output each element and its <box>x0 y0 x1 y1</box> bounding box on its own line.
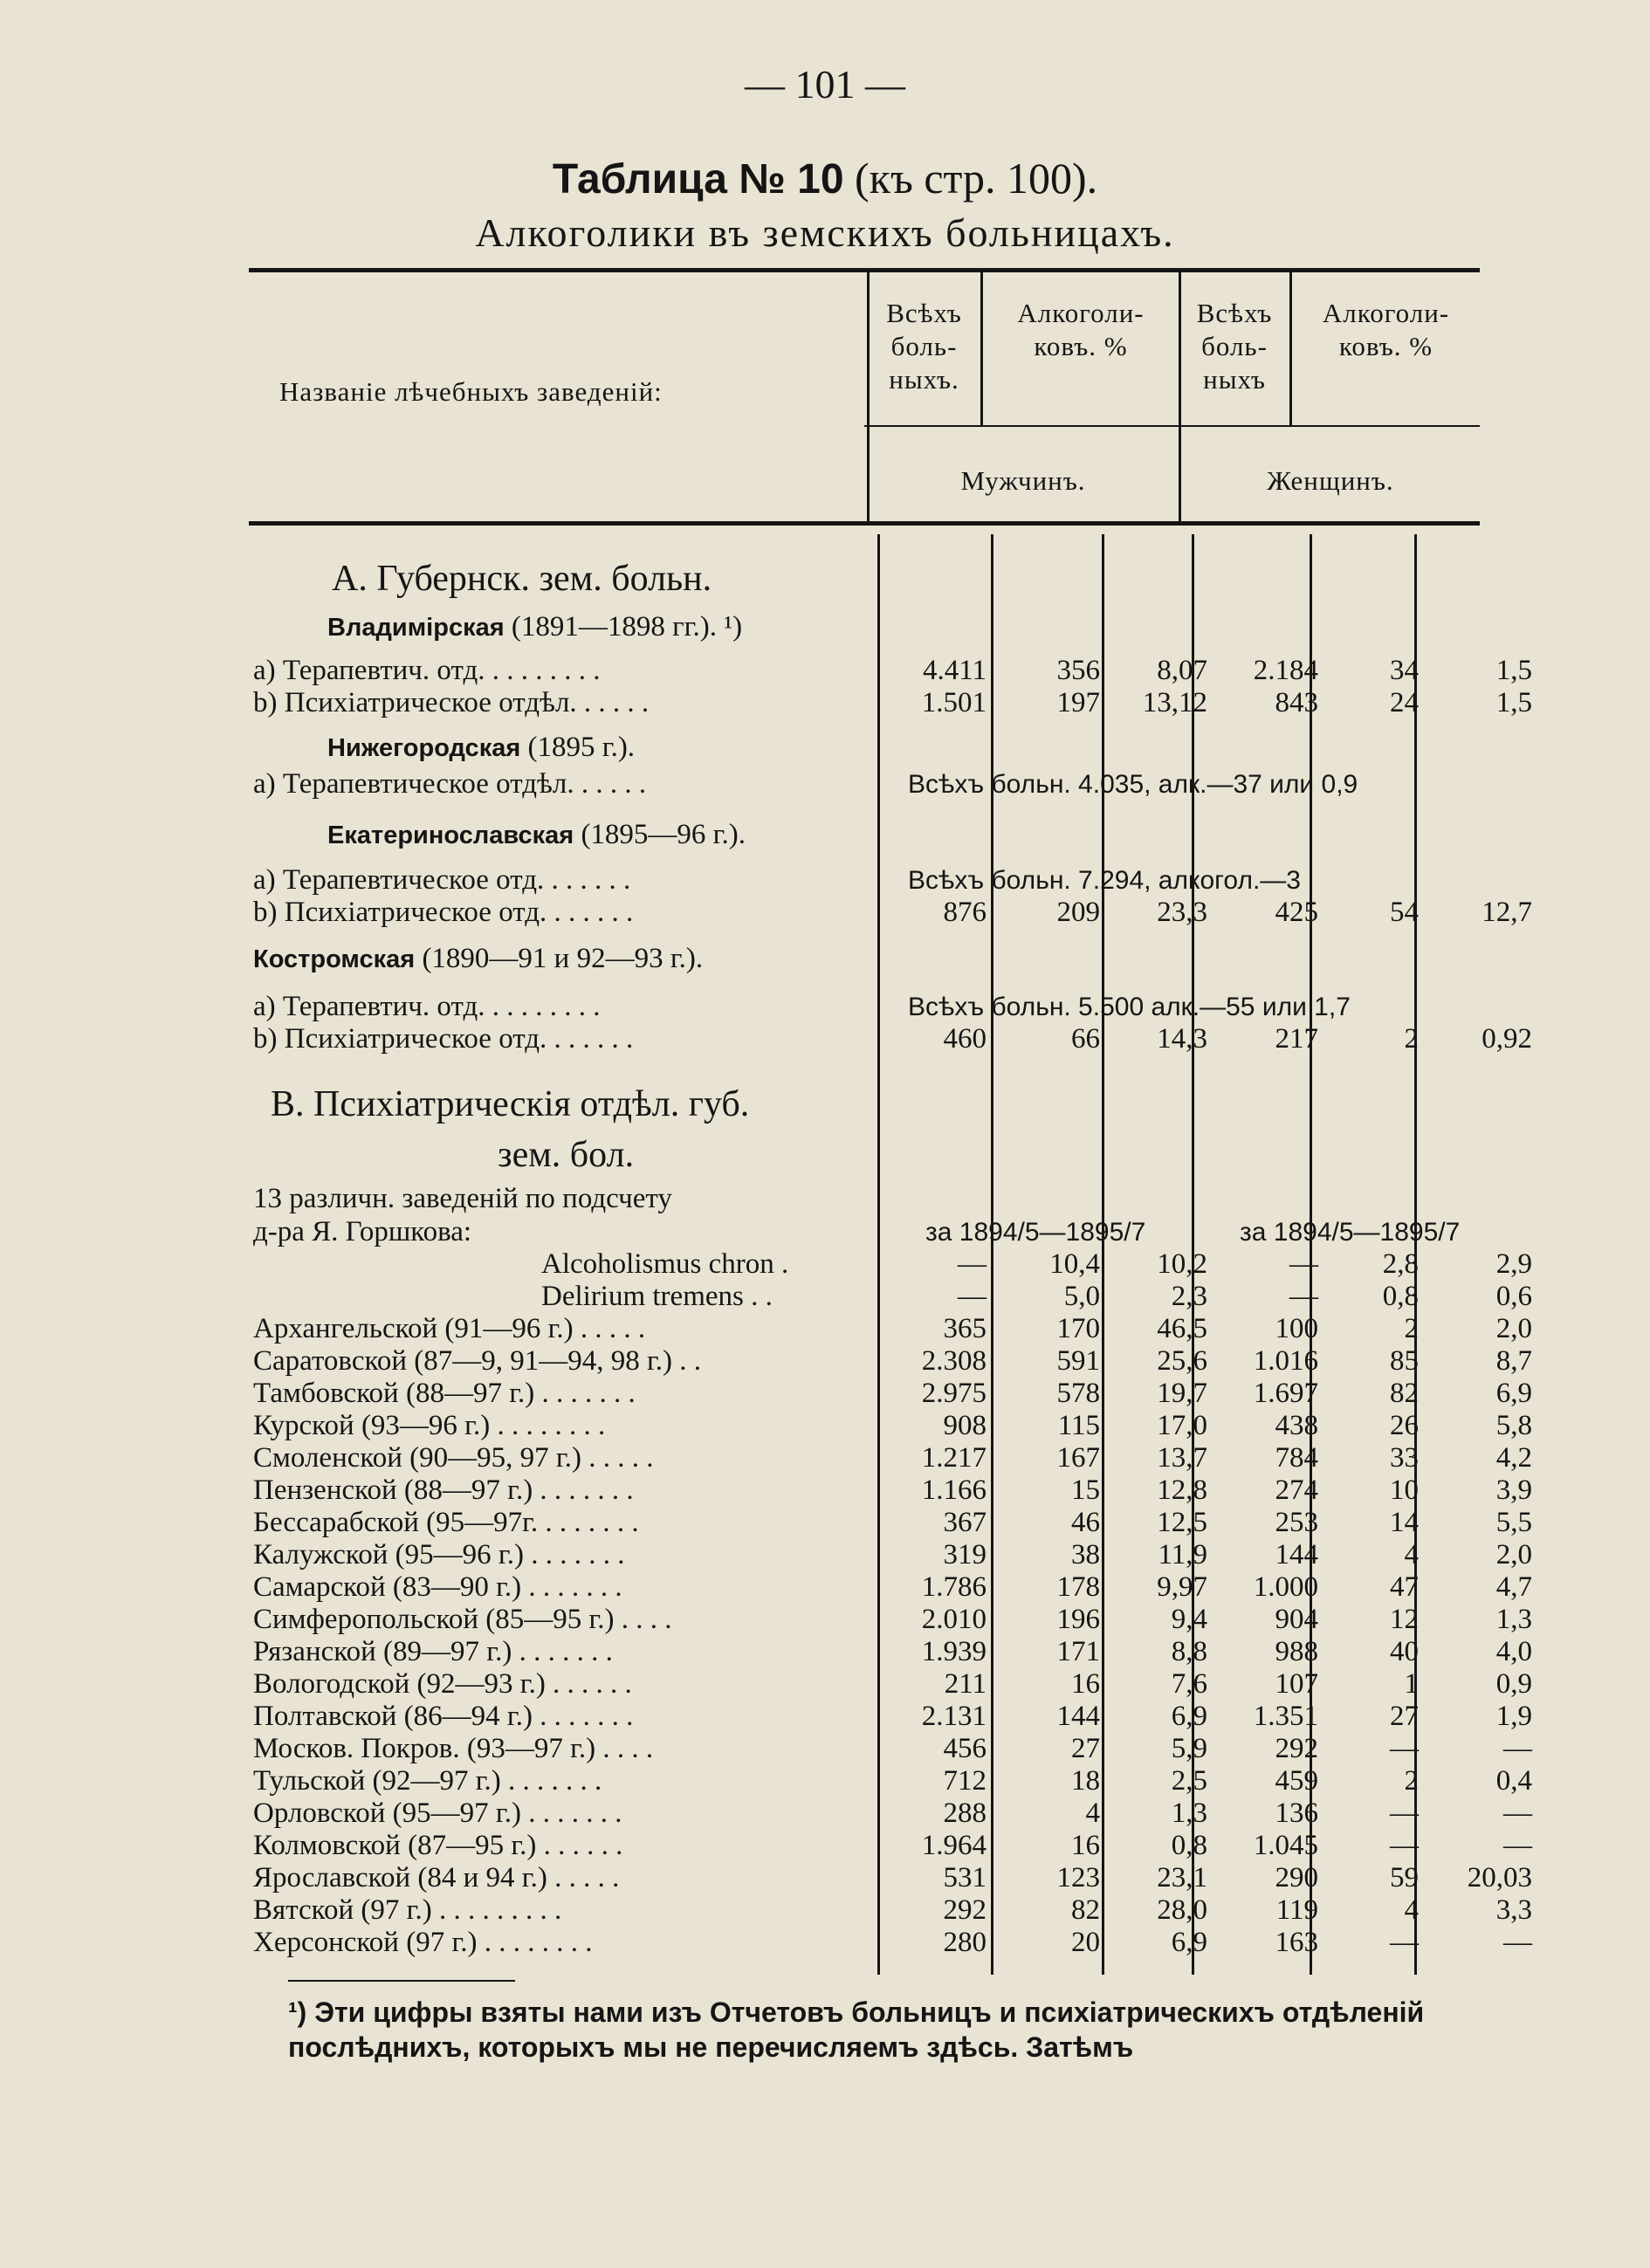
cell-alc-men: 27 <box>1071 1733 1100 1764</box>
cell-alc-men: 144 <box>1056 1701 1100 1732</box>
row-label <box>541 1281 773 1313</box>
cell-pct-women: 1,5 <box>1495 655 1532 686</box>
row-label-text: a) Терапевтическое отдѣл. . . . . . <box>253 768 647 800</box>
cell-all-women: 217 <box>1275 1023 1318 1055</box>
cell-pct-women: 5,8 <box>1495 1410 1532 1441</box>
cell-pct-men: 2,5 <box>1171 1765 1207 1797</box>
cell-alc-men: 178 <box>1056 1571 1100 1603</box>
cell-alc-men: 123 <box>1056 1862 1100 1893</box>
cell-alc-women: 1 <box>1404 1668 1419 1700</box>
cell-alc-men: 356 <box>1056 655 1100 686</box>
table-row <box>253 897 1537 929</box>
row-label <box>253 1442 653 1474</box>
subheader-rule <box>864 425 1480 427</box>
cell-all-women: 292 <box>1275 1733 1318 1764</box>
cell-alc-men: 38 <box>1071 1539 1100 1570</box>
table-row <box>253 1668 1537 1701</box>
cell-all-women: 2.184 <box>1253 655 1318 686</box>
row-label <box>253 1183 672 1215</box>
cell-all-men: 460 <box>943 1023 987 1055</box>
cell-all-men: 908 <box>943 1410 987 1441</box>
row-label-text: Тульской (92—97 г.) . . . . . . . <box>253 1765 602 1797</box>
header-men: Мужчинъ. <box>960 465 1086 496</box>
row-label <box>253 1765 602 1797</box>
cell-alc-women: 2 <box>1404 1313 1419 1344</box>
table-row <box>253 732 1537 764</box>
cell-all-men: 456 <box>943 1733 987 1764</box>
cell-pct-women: 3,3 <box>1495 1894 1532 1926</box>
cell-alc-men: 578 <box>1056 1378 1100 1409</box>
row-label-text: Смоленской (90—95, 97 г.) . . . . . <box>253 1442 654 1474</box>
cell-pct-men: 28,0 <box>1157 1894 1207 1926</box>
table-row <box>253 943 1537 975</box>
cell-alc-men: 4 <box>1085 1797 1100 1829</box>
section-a-heading: А. Губернск. зем. больн. <box>332 559 712 599</box>
cell-alc-men: 15 <box>1071 1474 1100 1506</box>
row-label <box>253 1604 672 1636</box>
cell-alc-women: 0,8 <box>1382 1281 1419 1312</box>
row-label-text: a) Терапевтич. отд. . . . . . . . . <box>253 991 601 1022</box>
table-row <box>253 1894 1537 1927</box>
cell-all-women: 253 <box>1275 1507 1318 1538</box>
table-row <box>253 1507 1537 1539</box>
cell-alc-men: 66 <box>1071 1023 1100 1055</box>
header-name-column: Названіе лѣчебныхъ заведеній: <box>279 376 663 407</box>
row-label-text: Москов. Покров. (93—97 г.) . . . . <box>253 1733 654 1764</box>
row-label <box>253 1862 619 1894</box>
cell-alc-women: 2,8 <box>1382 1248 1419 1280</box>
cell-alc-women: 14 <box>1390 1507 1419 1538</box>
row-label <box>253 943 703 976</box>
header-women: Женщинъ. <box>1267 465 1394 496</box>
row-label <box>253 1474 634 1507</box>
cell-pct-men: 12,5 <box>1157 1507 1207 1538</box>
row-label <box>253 1701 633 1733</box>
cell-alc-women: 26 <box>1390 1410 1419 1441</box>
header-all-women: Всѣхъ боль- ныхъ <box>1196 298 1273 395</box>
cell-pct-women: 2,0 <box>1495 1313 1532 1344</box>
table-row <box>253 1023 1537 1055</box>
row-label-text: Полтавской (86—94 г.) . . . . . . . <box>253 1701 634 1732</box>
row-label <box>253 1539 624 1571</box>
table-row <box>253 864 1537 897</box>
footnote-rule <box>288 1980 515 1982</box>
row-label <box>253 1571 622 1604</box>
cell-pct-men: 10,2 <box>1157 1248 1207 1280</box>
row-label <box>253 1636 613 1668</box>
row-label <box>327 819 746 852</box>
cell-alc-men: 170 <box>1056 1313 1100 1344</box>
cell-pct-women: 1,3 <box>1495 1604 1532 1635</box>
row-label-text: b) Психіатрическое отд. . . . . . . <box>253 897 634 928</box>
table-row <box>253 1797 1537 1830</box>
cell-pct-men: 5,9 <box>1171 1733 1207 1764</box>
cell-pct-women: 0,9 <box>1495 1668 1532 1700</box>
cell-all-women: 988 <box>1275 1636 1318 1667</box>
cell-alc-women: 34 <box>1390 655 1419 686</box>
cell-alc-men: 46 <box>1071 1507 1100 1538</box>
cell-alc-women: 59 <box>1390 1862 1419 1893</box>
cell-all-women: 459 <box>1275 1765 1318 1797</box>
cell-all-men: 292 <box>943 1894 987 1926</box>
cell-alc-women: 12 <box>1390 1604 1419 1635</box>
cell-alc-women: 4 <box>1404 1539 1419 1570</box>
footnote: ¹) Эти цифры взяты нами изъ Отчетовъ больницъ и психіатрическихъ отдѣленій послѣднихъ, которыхъ мы не перечисляемъ здѣсь. Затѣмъ <box>288 1997 1425 2063</box>
cell-pct-women: 12,7 <box>1482 897 1532 928</box>
row-label-text: д-ра Я. Горшкова: <box>253 1216 472 1247</box>
table-row <box>253 1862 1537 1894</box>
cell-all-men: 1.501 <box>921 687 987 718</box>
cell-all-women: 1.697 <box>1253 1378 1318 1409</box>
cell-alc-women: 2 <box>1404 1765 1419 1797</box>
cell-all-women: 1.000 <box>1253 1571 1318 1603</box>
table-subtitle: Алкоголики въ земскихъ больницахъ. <box>475 210 1175 255</box>
cell-alc-men: 18 <box>1071 1765 1100 1797</box>
row-label-text: (1895—96 г.). <box>574 819 746 850</box>
row-label-text: Колмовской (87—95 г.) . . . . . . <box>253 1830 623 1861</box>
cell-pct-women: 3,9 <box>1495 1474 1532 1506</box>
row-summary: Всѣхъ больн. 5.500 алк.—55 или 1,7 <box>908 993 1351 1021</box>
cell-pct-men: 23,1 <box>1157 1862 1207 1893</box>
table-row <box>253 655 1537 687</box>
table-row <box>253 1539 1537 1571</box>
table-row <box>253 1733 1537 1765</box>
table-row <box>253 611 1537 643</box>
cell-pct-men: 19,7 <box>1157 1378 1207 1409</box>
cell-pct-men: 7,6 <box>1171 1668 1207 1700</box>
table-title-bold: Таблица № 10 <box>552 156 844 203</box>
cell-alc-men: 591 <box>1056 1345 1100 1377</box>
cell-all-women: 784 <box>1275 1442 1318 1474</box>
row-label <box>253 1378 636 1410</box>
row-label-text: Саратовской (87—9, 91—94, 98 г.) . . <box>253 1345 702 1377</box>
cell-pct-women: 4,7 <box>1495 1571 1532 1603</box>
row-label-text: Архангельской (91—96 г.) . . . . . <box>253 1313 646 1344</box>
cell-all-men: 365 <box>943 1313 987 1344</box>
table-title-rest: (къ стр. 100). <box>843 154 1098 203</box>
cell-all-men: 1.786 <box>921 1571 987 1603</box>
cell-all-men: 1.939 <box>921 1636 987 1667</box>
cell-pct-women: 0,4 <box>1495 1765 1532 1797</box>
cell-alc-women: 54 <box>1390 897 1419 928</box>
table-row <box>253 1604 1537 1636</box>
row-label-text: Самарской (83—90 г.) . . . . . . . <box>253 1571 622 1603</box>
row-label-text: Тамбовской (88—97 г.) . . . . . . . <box>253 1378 636 1409</box>
page-number: — 101 — <box>745 62 905 107</box>
cell-pct-men: 13,7 <box>1157 1442 1207 1474</box>
cell-pct-men: 1,3 <box>1171 1797 1207 1829</box>
table-row <box>253 991 1537 1023</box>
cell-pct-women: 0,92 <box>1482 1023 1532 1055</box>
row-label <box>253 1410 605 1442</box>
cell-alc-women: — <box>1390 1797 1419 1829</box>
cell-all-women: 843 <box>1275 687 1318 718</box>
row-label <box>327 732 635 765</box>
institution-name: Нижегородская <box>327 734 521 762</box>
row-summary: Всѣхъ больн. 4.035, алк.—37 или 0,9 <box>908 770 1358 799</box>
row-label <box>253 1733 653 1765</box>
table-row <box>253 687 1537 719</box>
cell-all-men: 531 <box>943 1862 987 1893</box>
row-label <box>253 897 633 929</box>
row-label-text: Вологодской (92—93 г.) . . . . . . <box>253 1668 632 1700</box>
cell-alc-women: 27 <box>1390 1701 1419 1732</box>
row-label <box>253 1927 593 1959</box>
row-label-text: Бессарабской (95—97г. . . . . . . . <box>253 1507 639 1538</box>
cell-all-women: 1.045 <box>1253 1830 1318 1861</box>
cell-alc-women: 4 <box>1404 1894 1419 1926</box>
cell-all-men: 2.010 <box>921 1604 987 1635</box>
cell-pct-women: 2,0 <box>1495 1539 1532 1570</box>
cell-all-men: — <box>958 1281 987 1312</box>
row-label <box>253 991 600 1023</box>
cell-alc-women: 10 <box>1390 1474 1419 1506</box>
table-row <box>253 1313 1537 1345</box>
cell-pct-women: 0,6 <box>1495 1281 1532 1312</box>
cell-pct-men: 9,4 <box>1171 1604 1207 1635</box>
row-label-text: (1891—1898 гг.). ¹) <box>504 611 743 643</box>
cell-alc-women: 33 <box>1390 1442 1419 1474</box>
cell-alc-men: 16 <box>1071 1830 1100 1861</box>
institution-name: Владимірская <box>327 614 505 642</box>
cell-pct-men: 8,07 <box>1157 655 1207 686</box>
cell-alc-women: 40 <box>1390 1636 1419 1667</box>
header-alc-men: Алкоголи- ковъ. % <box>1017 298 1145 361</box>
cell-all-men: 1.166 <box>921 1474 987 1506</box>
cell-all-men: 2.308 <box>921 1345 987 1377</box>
cell-pct-women: 2,9 <box>1495 1248 1532 1280</box>
cell-pct-men: 23,3 <box>1157 897 1207 928</box>
cell-all-men: 876 <box>943 897 987 928</box>
cell-alc-men: 196 <box>1056 1604 1100 1635</box>
row-label-text: a) Терапевтич. отд. . . . . . . . . <box>253 655 601 686</box>
section-b-heading-cont: зем. бол. <box>498 1135 635 1175</box>
cell-all-women: 1.016 <box>1253 1345 1318 1377</box>
row-label <box>253 768 646 801</box>
cell-all-men: 1.964 <box>921 1830 987 1861</box>
cell-all-women: 425 <box>1275 897 1318 928</box>
row-label <box>253 1507 639 1539</box>
cell-all-women: 1.351 <box>1253 1701 1318 1732</box>
cell-all-women: — <box>1289 1248 1318 1280</box>
institution-name: Костромская <box>253 945 416 973</box>
cell-all-women: 144 <box>1275 1539 1318 1570</box>
row-label <box>253 1830 622 1862</box>
cell-all-men: 211 <box>944 1668 987 1700</box>
row-label <box>327 611 742 644</box>
cell-pct-men: 25,6 <box>1157 1345 1207 1377</box>
cell-alc-men: 115 <box>1057 1410 1100 1441</box>
table-row <box>253 768 1537 801</box>
row-label <box>253 1668 632 1701</box>
period-men: за 1894/5—1895/7 <box>925 1218 1146 1247</box>
row-label <box>253 1894 561 1927</box>
cell-pct-men: 46,5 <box>1157 1313 1207 1344</box>
row-label-text: Ярославской (84 и 94 г.) . . . . . <box>253 1862 620 1893</box>
cell-all-men: 1.217 <box>921 1442 987 1474</box>
row-label <box>253 1797 622 1830</box>
cell-pct-women: 6,9 <box>1495 1378 1532 1409</box>
row-label-text: a) Терапевтическое отд. . . . . . . <box>253 864 631 896</box>
cell-pct-men: 8,8 <box>1171 1636 1207 1667</box>
cell-all-men: 712 <box>943 1765 987 1797</box>
row-label-text: Симферопольской (85—95 г.) . . . . <box>253 1604 672 1635</box>
period-women: за 1894/5—1895/7 <box>1240 1218 1461 1247</box>
cell-pct-men: 6,9 <box>1171 1701 1207 1732</box>
cell-all-men: 4.411 <box>922 655 987 686</box>
table-row <box>253 1410 1537 1442</box>
row-label <box>253 1023 633 1055</box>
table-row <box>253 1701 1537 1733</box>
cell-alc-men: 20 <box>1071 1927 1100 1958</box>
cell-alc-men: 5,0 <box>1063 1281 1100 1312</box>
cell-alc-women: — <box>1390 1830 1419 1861</box>
row-summary: Всѣхъ больн. 7.294, алкогол.—3 <box>908 866 1301 895</box>
cell-pct-women: 8,7 <box>1495 1345 1532 1377</box>
header-vrule-2 <box>980 272 983 425</box>
cell-all-women: 904 <box>1275 1604 1318 1635</box>
cell-alc-women: 2 <box>1404 1023 1419 1055</box>
cell-pct-men: 0,8 <box>1171 1830 1207 1861</box>
cell-all-women: 100 <box>1275 1313 1318 1344</box>
cell-pct-men: 2,3 <box>1171 1281 1207 1312</box>
row-label-text: Херсонской (97 г.) . . . . . . . . <box>253 1927 593 1958</box>
table-row <box>253 1378 1537 1410</box>
top-rule <box>249 268 1480 272</box>
header-all-men: Всѣхъ боль- ныхъ. <box>886 298 962 395</box>
cell-all-women: 119 <box>1275 1894 1318 1926</box>
row-label-text: Калужской (95—96 г.) . . . . . . . <box>253 1539 625 1570</box>
row-label-text: Alcoholismus chron . <box>541 1248 789 1280</box>
cell-all-women: — <box>1289 1281 1318 1312</box>
cell-pct-women: 4,2 <box>1495 1442 1532 1474</box>
cell-alc-men: 209 <box>1056 897 1100 928</box>
row-label-text: b) Психіатрическое отдѣл. . . . . . <box>253 687 650 718</box>
row-label-text: Курской (93—96 г.) . . . . . . . . <box>253 1410 606 1441</box>
cell-alc-women: 24 <box>1390 687 1419 718</box>
cell-pct-women: 1,9 <box>1495 1701 1532 1732</box>
institution-name: Екатеринославская <box>327 821 574 849</box>
table-row <box>253 1216 1537 1248</box>
header-bottom-rule <box>249 521 1480 526</box>
row-label <box>253 864 630 897</box>
row-label-text: b) Психіатрическое отд. . . . . . . <box>253 1023 634 1055</box>
cell-all-men: 280 <box>943 1927 987 1958</box>
cell-pct-men: 14,3 <box>1157 1023 1207 1055</box>
cell-all-women: 438 <box>1275 1410 1318 1441</box>
cell-pct-men: 13,12 <box>1142 687 1207 718</box>
cell-pct-women: 1,5 <box>1495 687 1532 718</box>
cell-pct-women: 5,5 <box>1495 1507 1532 1538</box>
cell-all-men: 2.975 <box>921 1378 987 1409</box>
cell-alc-men: 82 <box>1071 1894 1100 1926</box>
row-label <box>253 687 649 719</box>
cell-pct-women: — <box>1503 1733 1532 1764</box>
header-alc-women: Алкоголи- ковъ. % <box>1322 298 1450 361</box>
cell-alc-women: — <box>1390 1927 1419 1958</box>
cell-all-men: 2.131 <box>921 1701 987 1732</box>
table-row <box>253 1281 1537 1313</box>
cell-all-men: 319 <box>943 1539 987 1570</box>
cell-all-women: 107 <box>1275 1668 1318 1700</box>
table-row <box>253 1183 1537 1215</box>
table-row <box>253 1571 1537 1604</box>
table-row <box>253 1636 1537 1668</box>
cell-alc-men: 167 <box>1056 1442 1100 1474</box>
row-label-text: Delirium tremens . . <box>541 1281 773 1312</box>
cell-pct-women: — <box>1503 1927 1532 1958</box>
table-row <box>253 1248 1537 1281</box>
cell-alc-men: 171 <box>1056 1636 1100 1667</box>
row-label <box>253 1216 471 1248</box>
cell-pct-women: 4,0 <box>1495 1636 1532 1667</box>
row-label-text: Рязанской (89—97 г.) . . . . . . . <box>253 1636 613 1667</box>
row-label <box>253 1313 645 1345</box>
cell-alc-women: 85 <box>1390 1345 1419 1377</box>
row-label-text: Орловской (95—97 г.) . . . . . . . <box>253 1797 622 1829</box>
row-label <box>253 655 600 687</box>
cell-all-women: 290 <box>1275 1862 1318 1893</box>
cell-pct-men: 9,97 <box>1157 1571 1207 1603</box>
cell-pct-men: 17,0 <box>1157 1410 1207 1441</box>
section-b-heading: В. Психіатрическія отдѣл. губ. <box>271 1084 750 1124</box>
row-label <box>541 1248 788 1281</box>
table-row <box>253 819 1537 851</box>
table-row <box>253 1474 1537 1507</box>
cell-alc-men: 197 <box>1056 687 1100 718</box>
cell-pct-women: — <box>1503 1797 1532 1829</box>
cell-alc-women: — <box>1390 1733 1419 1764</box>
cell-pct-women: 20,03 <box>1467 1862 1532 1893</box>
row-label <box>253 1345 701 1378</box>
row-label-text: 13 различн. заведеній по подсчету <box>253 1183 672 1214</box>
cell-all-women: 163 <box>1275 1927 1318 1958</box>
row-label-text: Вятской (97 г.) . . . . . . . . . <box>253 1894 562 1926</box>
cell-pct-men: 6,9 <box>1171 1927 1207 1958</box>
cell-alc-women: 82 <box>1390 1378 1419 1409</box>
cell-pct-men: 12,8 <box>1157 1474 1207 1506</box>
cell-pct-men: 11,9 <box>1158 1539 1207 1570</box>
cell-alc-men: 16 <box>1071 1668 1100 1700</box>
table-row <box>253 1927 1537 1959</box>
cell-alc-women: 47 <box>1390 1571 1419 1603</box>
cell-all-men: 288 <box>943 1797 987 1829</box>
table-row <box>253 1345 1537 1378</box>
cell-all-men: — <box>958 1248 987 1280</box>
cell-all-women: 274 <box>1275 1474 1318 1506</box>
row-label-text: (1895 г.). <box>520 732 636 763</box>
cell-all-men: 367 <box>943 1507 987 1538</box>
cell-all-women: 136 <box>1275 1797 1318 1829</box>
cell-alc-men: 10,4 <box>1049 1248 1100 1280</box>
cell-pct-women: — <box>1503 1830 1532 1861</box>
row-label-text: (1890—91 и 92—93 г.). <box>415 943 704 974</box>
table-row <box>253 1442 1537 1474</box>
table-row <box>253 1765 1537 1797</box>
row-label-text: Пензенской (88—97 г.) . . . . . . . <box>253 1474 634 1506</box>
table-title <box>0 153 1650 203</box>
table-row <box>253 1830 1537 1862</box>
